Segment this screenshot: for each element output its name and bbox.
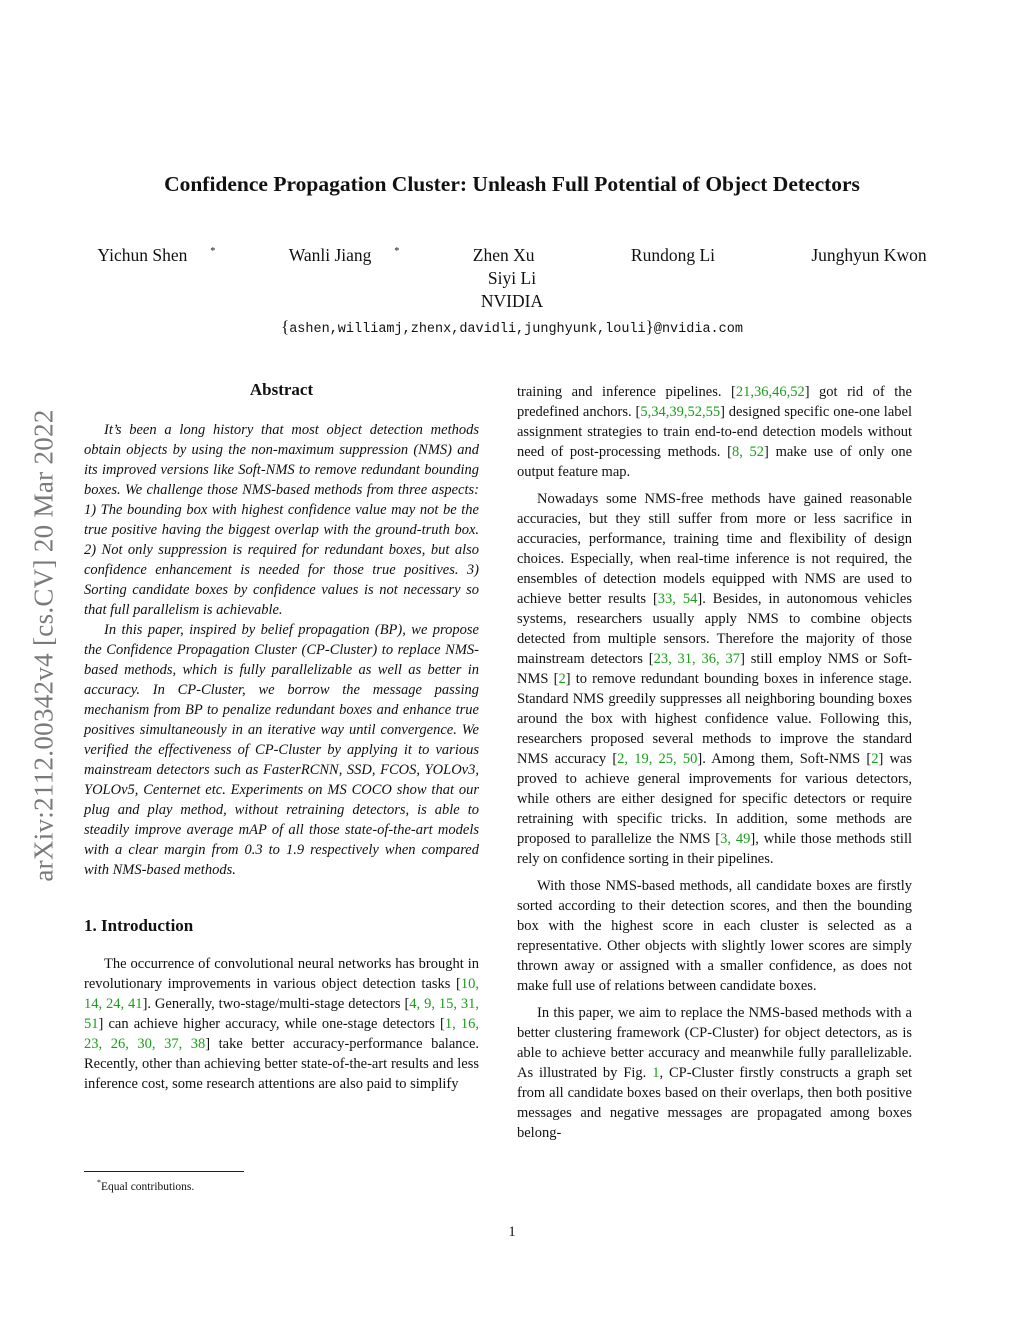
citation-link[interactable]: 1, 16, 23, 26, 30, 37, 38 [84,1016,479,1052]
citation-link[interactable]: 2 [558,671,566,687]
abstract-heading: Abstract [249,380,314,399]
citation-link[interactable]: 5,34,39,52,55 [640,404,721,420]
right-column [517,382,912,1150]
citation-link[interactable]: 3, 49 [720,831,751,847]
body-paragraph: training and inference pipelines. [21,36,46,52] got rid of the predefined anchors. [5,34,39,52,55] designed specific one-one label assignment strategies to train end-to-end detection models without need of post-processing methods. [8, 52] make use of only one output feature map. [517,384,912,480]
citation-link[interactable]: 4, 9, 15, 31, 51 [84,996,480,1032]
arxiv-id: arXiv:2112.00342v4 [cs.CV] 20 Mar 2022 [28,408,59,882]
left-column [84,380,479,1101]
citation-link[interactable]: 2, 19, 25, 50 [617,751,698,767]
page-number: 1 [508,1224,516,1240]
arxiv-identifier-stamp [24,350,64,940]
citation-link[interactable]: 8, 52 [731,444,765,460]
author-block [0,240,1024,341]
body-paragraph: In this paper, we aim to replace the NMS-based methods with a better clustering framework (CP-Cluster) for object detectors, as is able to achieve better accuracy and meanwhile fully parallelizable. As illustrated by Fig. 1, CP-Cluster firstly constructs a graph set from all candidate boxes based on their overlaps, then both positive messages and negative messages are propagated among boxes belong- [517,1005,912,1141]
abstract-section [84,380,479,880]
intro-paragraph: The occurrence of convolutional neural networks has brought in revolutionary improvements in various object detection tasks [10, 14, 24, 41]. Generally, two-stage/multi-stage detectors [4, 9, 15, 31, 51] can achieve higher accuracy, while one-stage detectors [1, 16, 23, 26, 30, 37, 38] take better accuracy-performance balance. Recently, other than achieving better state-of-the-art results and less inference cost, some research attentions are also paid to simplify [84,956,480,1092]
footnote-divider [84,1171,244,1172]
author: Yichun Shen * [97,244,216,265]
abstract-paragraph: In this paper, inspired by belief propagation (BP), we propose the Confidence Propagation Cluster (CP-Cluster) to replace NMS-based methods, which is fully parallelizable as well as better in accuracy. In CP-Cluster, we borrow the message passing mechanism from BP to penalize redundant boxes and enhance true positives simultaneously in an iterative way until convergence. We verified the effectiveness of CP-Cluster by applying it to various mainstream detectors such as FasterRCNN, SSD, FCOS, YOLOv3, YOLOv5, Centernet etc. Experiments on MS COCO show that our plug and play method, without retraining detectors, is able to steadily improve average mAP of all those state-of-the-art models with a clear margin from 0.3 to 1.9 respectively when compared with NMS-based methods. [84,622,479,878]
citation-link[interactable]: 33, 54 [657,591,698,607]
email-line[interactable]: {ashen,williamj,zhenx,davidli,junghyunk,louli}@nvidia.com [281,316,743,337]
section-heading-introduction: 1. Introduction [84,916,194,935]
citation-link[interactable]: 21,36,46,52 [735,384,805,400]
abstract-paragraph: It’s been a long history that most object detection methods obtain objects by using the non-maximum suppression (NMS) and its improved versions like Soft-NMS to remove redundant bounding boxes. We challenge those NMS-based methods from three aspects: 1) The bounding box with highest confidence value may not be the true positive having the biggest overlap with the ground-truth box. 2) Not only suppression is required for redundant boxes, but also confidence enhancement is needed for those true positives. 3) Sorting candidate boxes by confidence values is not necessary so that full parallelism is achievable. [84,422,479,618]
citation-link[interactable]: 10, 14, 24, 41 [84,976,479,1012]
body-paragraph: With those NMS-based methods, all candidate boxes are firstly sorted according to their detection scores, and then the bounding box with the highest score in each cluster is selected as a representative. Other objects with slightly lower scores are simply thrown away or assigned with a smaller confidence, as does not make full use of relations between candidate boxes. [517,878,912,994]
figure-link[interactable]: 1 [652,1065,660,1081]
citation-link[interactable]: 23, 31, 36, 37 [653,651,741,667]
citation-link[interactable]: 2 [871,751,879,767]
author: Zhen Xu [472,244,535,265]
paper-title: Confidence Propagation Cluster: Unleash Full Potential of Object Detectors [164,172,860,196]
author: Wanli Jiang * [288,244,400,265]
author: Rundong Li [630,244,715,265]
author: Junghyun Kwon [811,244,927,265]
footnote: *Equal contributions. [97,1178,195,1193]
affiliation: NVIDIA [480,290,544,311]
author-row [0,240,1024,267]
body-paragraph: Nowadays some NMS-free methods have gained reasonable accuracies, but they still suffer from more or less sacrifice in accuracies, performance, training time and flexibility of design choices. Especially, when real-time inference is not required, the ensembles of detection models equipped with NMS are used to achieve better results [33, 54]. Besides, in autonomous vehicles systems, researchers usually apply NMS to combine objects detected from multiple sensors. Therefore the majority of those mainstream detectors [23, 31, 36, 37] still employ NMS or Soft-NMS [2] to remove redundant bounding boxes in inference stage. Standard NMS greedily suppresses all neighboring bounding boxes around the box with highest confidence value. Following this, researchers proposed several methods to improve the standard NMS accuracy [2, 19, 25, 50]. Among them, Soft-NMS [2] was proved to achieve general improvements for various detectors, while others are either designed for specific detectors or require retraining with specific tricks. In addition, some methods are proposed to parallelize the NMS [3, 49], while those methods still rely on confidence sorting in their pipelines. [517,491,913,867]
author-second-row: Siyi Li [487,267,537,288]
